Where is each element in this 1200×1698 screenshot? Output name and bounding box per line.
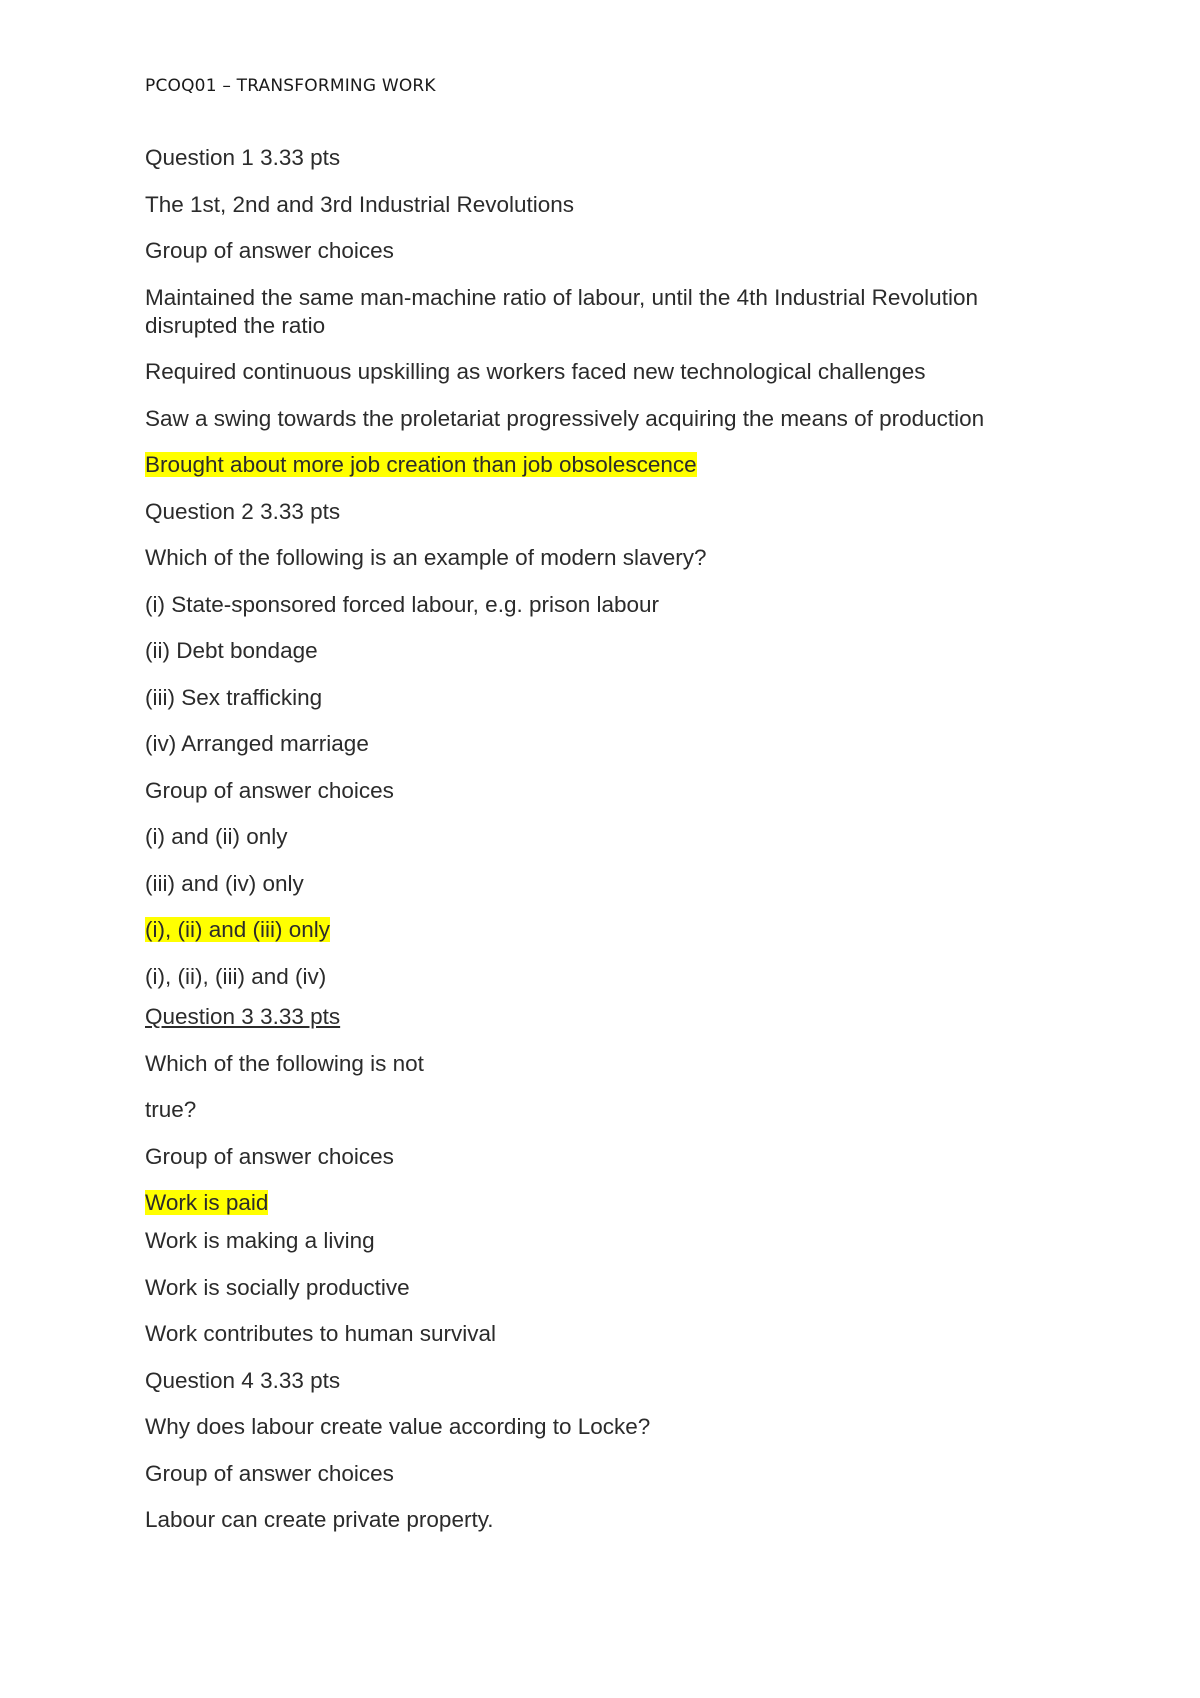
q4-group-label: Group of answer choices (145, 1460, 394, 1486)
highlighted-answer: Work is paid (145, 1190, 269, 1215)
document-header: PCOQ01 – TRANSFORMING WORK (145, 76, 436, 96)
q1-heading: Question 1 3.33 pts (145, 145, 341, 170)
q3-prompt-line1: Which of the following is not (145, 1050, 424, 1076)
q2-prompt: Which of the following is an example of modern slavery? (145, 545, 707, 570)
q2-item-iii: (iii) Sex trafficking (145, 684, 323, 710)
q4-choice-a: Labour can create private property. (145, 1507, 494, 1532)
q4-prompt: Why does labour create value according to Locke? (145, 1414, 651, 1439)
q3-choice-a-answer (145, 1189, 1075, 1227)
q2-group-label: Group of answer choices (145, 777, 394, 803)
q2-item-ii: (ii) Debt bondage (145, 638, 318, 663)
q3-choice-b: Work is making a living (145, 1228, 375, 1253)
q2-item-i: (i) State-sponsored forced labour, e.g. prison labour (145, 591, 660, 617)
q2-choice-d: (i), (ii), (iii) and (iv) (145, 963, 327, 989)
underlined-heading: Question 3 3.33 pts (145, 1004, 341, 1029)
q4-heading: Question 4 3.33 pts (145, 1367, 341, 1393)
q3-heading (145, 1003, 1075, 1050)
q2-heading: Question 2 3.33 pts (145, 498, 341, 524)
q3-group-label: Group of answer choices (145, 1143, 394, 1169)
highlighted-answer: Brought about more job creation than job obsolescence (145, 452, 697, 477)
q1-choice-a: Maintained the same man-machine ratio of labour, until the 4th Industrial Revolution disrupted the ratio (145, 284, 978, 338)
q1-choice-c: Saw a swing towards the proletariat progressively acquiring the means of production (145, 405, 985, 431)
q1-prompt: The 1st, 2nd and 3rd Industrial Revolutions (145, 191, 575, 217)
q2-choice-b: (iii) and (iv) only (145, 870, 304, 896)
q3-choice-d: Work contributes to human survival (145, 1321, 496, 1346)
q1-choice-b: Required continuous upskilling as workers faced new technological challenges (145, 359, 926, 384)
document-body (145, 144, 1075, 1553)
q2-choice-a: (i) and (ii) only (145, 824, 288, 849)
q1-choice-d-answer (145, 451, 1075, 498)
q2-choice-c-answer (145, 916, 1075, 963)
q3-choice-c: Work is socially productive (145, 1274, 410, 1300)
q3-prompt-line2: true? (145, 1097, 197, 1122)
q1-group-label: Group of answer choices (145, 238, 394, 263)
highlighted-answer: (i), (ii) and (iii) only (145, 917, 331, 942)
q2-item-iv: (iv) Arranged marriage (145, 731, 369, 756)
